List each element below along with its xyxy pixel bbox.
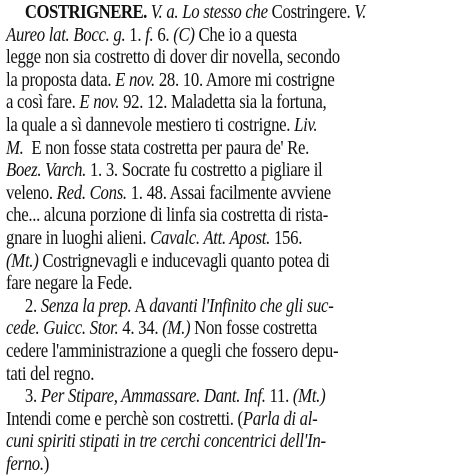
body-text: 1. 3. Socrate fu costretto a pigliare il xyxy=(86,160,323,182)
text-line xyxy=(6,341,466,364)
text-line xyxy=(6,2,472,25)
body-text: 11. xyxy=(265,386,293,408)
body-text: Non fosse costretta xyxy=(190,318,317,340)
body-text: 156. xyxy=(270,227,303,249)
italic-text: (Mt.) xyxy=(292,386,326,408)
body-text: Che io a questa xyxy=(194,24,297,46)
body-text: legge non sia costretto di dover dir novella, secondo xyxy=(6,47,340,69)
text-line xyxy=(6,296,472,319)
italic-text: (Mt.) xyxy=(6,250,39,272)
text-line xyxy=(6,183,466,206)
text-line xyxy=(6,318,466,341)
body-text: 6. xyxy=(153,24,174,46)
body-text: cedere l'amministrazione a quegli che fossero depu- xyxy=(6,340,339,362)
italic-text: Boez. Varch. xyxy=(6,160,87,182)
dictionary-entry xyxy=(6,2,466,476)
body-text: veleno. xyxy=(6,182,57,204)
body-text: E non fosse stata costretta per paura de' Re. xyxy=(23,137,310,159)
body-text: tati del regno. xyxy=(6,363,95,385)
body-text: 92. 12. Maladetta sia la fortuna, xyxy=(119,92,327,114)
italic-text: E nov. xyxy=(115,69,155,91)
body-text: 4. 34. xyxy=(118,318,163,340)
body-text: fare negare la Fede. xyxy=(6,273,133,295)
italic-text: cede. Guicc. Stor. xyxy=(6,318,119,340)
body-text: 1. xyxy=(125,24,146,46)
text-line xyxy=(6,386,472,409)
text-line xyxy=(6,454,466,476)
body-text: la proposta data. xyxy=(6,69,116,91)
italic-text: M. xyxy=(6,137,24,159)
italic-text: Parla di al- xyxy=(242,408,318,430)
italic-text: Per Stipare, Ammassare. Dant. Inf. xyxy=(40,386,266,408)
italic-text: V. xyxy=(354,2,367,23)
text-line xyxy=(6,205,466,228)
text-line xyxy=(6,228,466,251)
text-line xyxy=(6,92,466,115)
text-line xyxy=(6,364,466,387)
text-line xyxy=(6,138,466,161)
body-text: gnare in luoghi alieni. xyxy=(6,227,151,249)
body-text: a così fare. xyxy=(6,92,80,114)
text-line xyxy=(6,409,466,432)
text-line xyxy=(6,251,466,274)
body-text: 1. 48. Assai facilmente avviene xyxy=(126,182,331,204)
italic-text: Senza la prep. xyxy=(40,295,132,317)
italic-text: Red. Cons. xyxy=(56,182,127,204)
body-text: che... alcuna porzione di linfa sia costretta di rista- xyxy=(6,205,328,227)
body-text: 2. xyxy=(24,295,41,317)
italic-text: Aureo lat. Bocc. g. xyxy=(6,24,126,46)
body-text: 28. 10. Amore mi costrigne xyxy=(154,69,335,91)
italic-text: (M.) xyxy=(162,318,191,340)
italic-text: davanti l'Infinito che gli suc- xyxy=(149,295,334,317)
italic-text: E nov. xyxy=(79,92,120,114)
body-text: Costrignevagli e inducevagli quanto potea di xyxy=(38,250,330,272)
body-text: ) xyxy=(43,453,50,475)
italic-text: ferno. xyxy=(6,453,44,475)
text-line xyxy=(6,115,466,138)
italic-text: (C) xyxy=(173,24,195,46)
text-line xyxy=(6,431,466,454)
italic-text: cuni spiriti stipati in tre cerchi concentrici dell'In- xyxy=(6,431,326,453)
text-line xyxy=(6,47,466,70)
headword: COSTRIGNERE. xyxy=(24,2,147,23)
body-text: A xyxy=(131,295,150,317)
body-text: Costringere. xyxy=(267,2,355,23)
text-line xyxy=(6,70,466,93)
italic-text: f. xyxy=(145,24,154,46)
body-text: Intendi come e perchè son costretti. ( xyxy=(6,408,243,430)
text-line xyxy=(6,273,466,296)
body-text: la quale a sì dannevole mestiero ti costrigne. xyxy=(6,114,295,136)
italic-text: V. a. Lo stesso che xyxy=(150,2,268,23)
italic-text: Liv. xyxy=(294,114,318,136)
italic-text: Cavalc. Att. Apost. xyxy=(150,227,271,249)
text-line xyxy=(6,25,466,48)
body-text: 3. xyxy=(24,386,41,408)
text-line xyxy=(6,160,466,183)
